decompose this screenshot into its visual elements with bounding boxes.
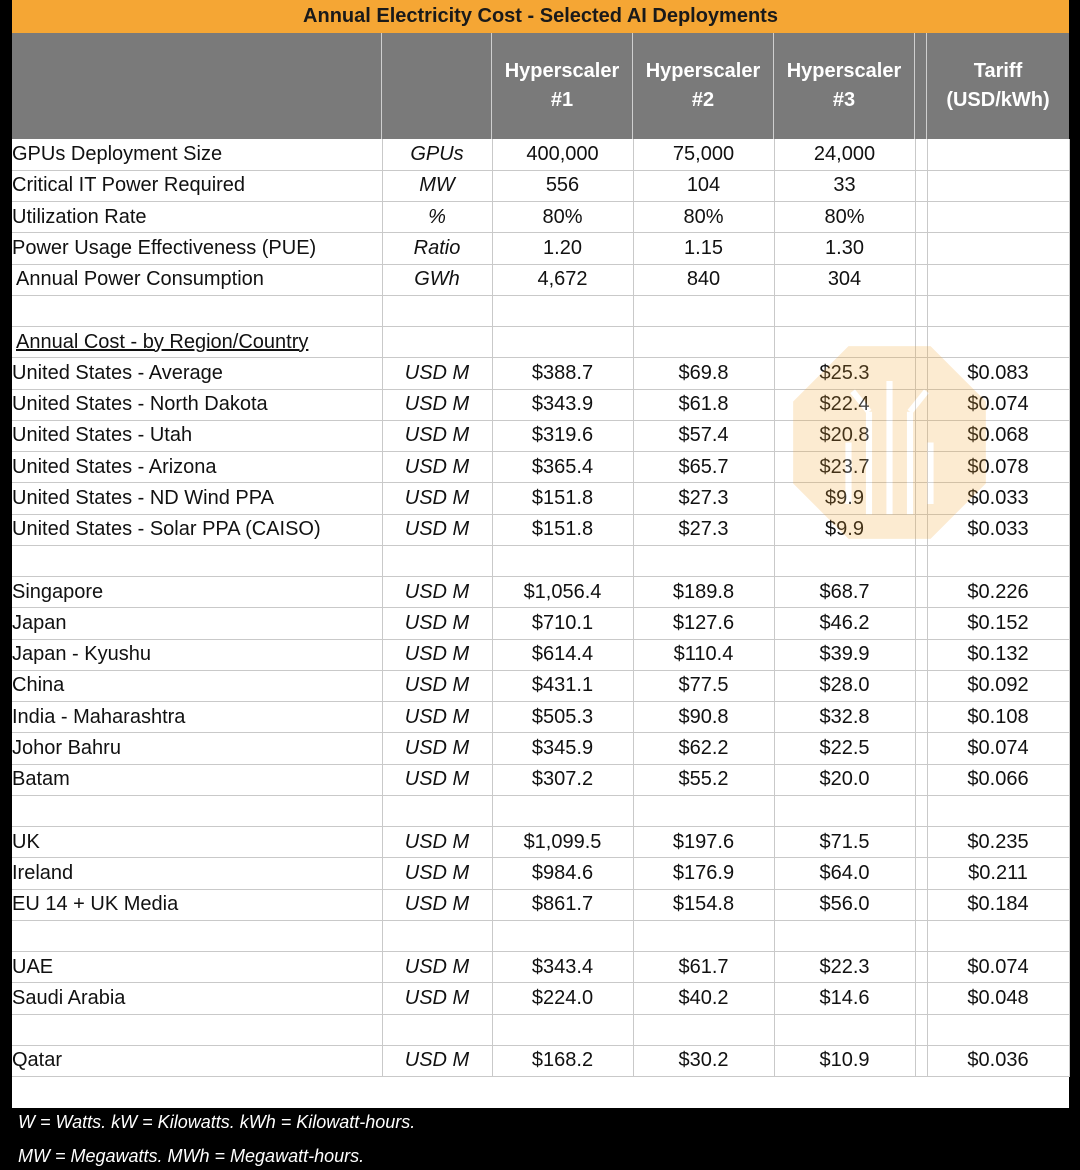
- row-value-hyperscaler-2: [633, 295, 774, 326]
- header-hyperscaler-1: Hyperscaler #1: [492, 33, 633, 139]
- row-gap-cell: [915, 639, 927, 670]
- row-value-hyperscaler-2: $90.8: [633, 702, 774, 733]
- row-value-hyperscaler-2: $55.2: [633, 764, 774, 795]
- row-label: [12, 920, 382, 951]
- header-label-cell: [12, 33, 382, 139]
- row-value-hyperscaler-2: 80%: [633, 202, 774, 233]
- row-label: EU 14 + UK Media: [12, 889, 382, 920]
- row-value-tariff: $0.033: [927, 483, 1069, 514]
- row-label: United States - Solar PPA (CAISO): [12, 514, 382, 545]
- table-row: [12, 639, 1069, 670]
- row-value-hyperscaler-2: [633, 327, 774, 358]
- table-frame: [12, 0, 1069, 1170]
- table-row: [12, 139, 1069, 170]
- row-label: Japan - Kyushu: [12, 639, 382, 670]
- row-unit: GPUs: [382, 139, 492, 170]
- row-value-tariff: $0.132: [927, 639, 1069, 670]
- row-value-hyperscaler-3: 304: [774, 264, 915, 295]
- row-gap-cell: [915, 983, 927, 1014]
- table-row: [12, 702, 1069, 733]
- row-unit: MW: [382, 170, 492, 201]
- row-value-tariff: $0.226: [927, 577, 1069, 608]
- row-value-hyperscaler-3: $46.2: [774, 608, 915, 639]
- row-value-hyperscaler-3: [774, 545, 915, 576]
- row-gap-cell: [915, 483, 927, 514]
- row-gap-cell: [915, 889, 927, 920]
- row-label: [12, 1014, 382, 1045]
- row-value-hyperscaler-2: $189.8: [633, 577, 774, 608]
- row-value-tariff: [927, 327, 1069, 358]
- row-unit: [382, 295, 492, 326]
- row-gap-cell: [915, 358, 927, 389]
- table-row: [12, 577, 1069, 608]
- row-gap-cell: [915, 295, 927, 326]
- row-label: India - Maharashtra: [12, 702, 382, 733]
- row-value-hyperscaler-2: $40.2: [633, 983, 774, 1014]
- row-value-tariff: $0.066: [927, 764, 1069, 795]
- row-unit: USD M: [382, 702, 492, 733]
- row-value-hyperscaler-1: $614.4: [492, 639, 633, 670]
- row-value-tariff: [927, 1014, 1069, 1045]
- row-unit: USD M: [382, 983, 492, 1014]
- row-gap-cell: [915, 170, 927, 201]
- footnote-units-2: MW = Megawatts. MWh = Megawatt-hours.: [18, 1146, 365, 1166]
- row-unit: GWh: [382, 264, 492, 295]
- row-value-hyperscaler-3: $56.0: [774, 889, 915, 920]
- row-unit: [382, 795, 492, 826]
- row-value-hyperscaler-3: $14.6: [774, 983, 915, 1014]
- row-value-hyperscaler-1: [492, 327, 633, 358]
- row-unit: [382, 1014, 492, 1045]
- row-value-hyperscaler-3: $32.8: [774, 702, 915, 733]
- row-value-tariff: [927, 170, 1069, 201]
- row-label: China: [12, 670, 382, 701]
- row-value-tariff: $0.068: [927, 420, 1069, 451]
- table-row: [12, 264, 1069, 295]
- row-value-hyperscaler-1: $151.8: [492, 483, 633, 514]
- row-value-hyperscaler-2: 104: [633, 170, 774, 201]
- row-value-hyperscaler-2: $61.7: [633, 952, 774, 983]
- row-value-hyperscaler-3: [774, 1014, 915, 1045]
- row-value-hyperscaler-3: 24,000: [774, 139, 915, 170]
- row-value-hyperscaler-3: $68.7: [774, 577, 915, 608]
- row-value-hyperscaler-3: 33: [774, 170, 915, 201]
- row-label: UK: [12, 827, 382, 858]
- row-gap-cell: [915, 452, 927, 483]
- row-gap-cell: [915, 1014, 927, 1045]
- row-value-hyperscaler-2: $154.8: [633, 889, 774, 920]
- row-label: Power Usage Effectiveness (PUE): [12, 233, 382, 264]
- row-value-tariff: $0.152: [927, 608, 1069, 639]
- row-value-tariff: $0.083: [927, 358, 1069, 389]
- row-label: United States - Utah: [12, 420, 382, 451]
- row-value-tariff: $0.033: [927, 514, 1069, 545]
- row-value-hyperscaler-3: 1.30: [774, 233, 915, 264]
- row-label: United States - Average: [12, 358, 382, 389]
- row-value-tariff: $0.036: [927, 1045, 1069, 1076]
- row-unit: USD M: [382, 1045, 492, 1076]
- row-unit: USD M: [382, 733, 492, 764]
- row-value-tariff: [927, 264, 1069, 295]
- spacer-row: [12, 1014, 1069, 1045]
- row-value-hyperscaler-2: [633, 1014, 774, 1045]
- row-value-hyperscaler-1: $1,056.4: [492, 577, 633, 608]
- row-value-hyperscaler-1: $319.6: [492, 420, 633, 451]
- table-row: [12, 764, 1069, 795]
- row-value-hyperscaler-1: $431.1: [492, 670, 633, 701]
- table-row: [12, 327, 1069, 358]
- row-gap-cell: [915, 514, 927, 545]
- table-row: [12, 233, 1069, 264]
- row-value-hyperscaler-2: $176.9: [633, 858, 774, 889]
- row-value-hyperscaler-2: $27.3: [633, 514, 774, 545]
- row-value-hyperscaler-1: $1,099.5: [492, 827, 633, 858]
- row-value-hyperscaler-3: $10.9: [774, 1045, 915, 1076]
- row-value-hyperscaler-1: $307.2: [492, 764, 633, 795]
- row-gap-cell: [915, 670, 927, 701]
- row-value-hyperscaler-3: $9.9: [774, 483, 915, 514]
- row-gap-cell: [915, 1045, 927, 1076]
- row-value-hyperscaler-1: $224.0: [492, 983, 633, 1014]
- row-label: Annual Cost - by Region/Country: [12, 327, 382, 358]
- row-value-tariff: $0.074: [927, 389, 1069, 420]
- row-label: Singapore: [12, 577, 382, 608]
- row-value-hyperscaler-1: 4,672: [492, 264, 633, 295]
- row-value-hyperscaler-2: 1.15: [633, 233, 774, 264]
- row-unit: USD M: [382, 827, 492, 858]
- row-value-hyperscaler-2: $197.6: [633, 827, 774, 858]
- row-label: Ireland: [12, 858, 382, 889]
- row-value-tariff: $0.235: [927, 827, 1069, 858]
- row-value-hyperscaler-2: [633, 795, 774, 826]
- table-row: [12, 1045, 1069, 1076]
- row-gap-cell: [915, 858, 927, 889]
- row-value-hyperscaler-2: $30.2: [633, 1045, 774, 1076]
- row-value-hyperscaler-2: $61.8: [633, 389, 774, 420]
- spacer-row: [12, 795, 1069, 826]
- row-label: Utilization Rate: [12, 202, 382, 233]
- row-value-tariff: [927, 233, 1069, 264]
- row-gap-cell: [915, 702, 927, 733]
- row-value-hyperscaler-1: 1.20: [492, 233, 633, 264]
- footnote-units-1: W = Watts. kW = Kilowatts. kWh = Kilowatt-hours.: [18, 1112, 416, 1132]
- row-value-hyperscaler-3: $71.5: [774, 827, 915, 858]
- row-value-tariff: [927, 295, 1069, 326]
- row-value-hyperscaler-1: $710.1: [492, 608, 633, 639]
- spacer-row: [12, 545, 1069, 576]
- row-unit: USD M: [382, 420, 492, 451]
- row-unit: USD M: [382, 608, 492, 639]
- row-value-hyperscaler-1: $151.8: [492, 514, 633, 545]
- header-hyperscaler-3: Hyperscaler #3: [774, 33, 915, 139]
- row-unit: Ratio: [382, 233, 492, 264]
- row-unit: [382, 545, 492, 576]
- row-value-hyperscaler-2: 840: [633, 264, 774, 295]
- row-label: Saudi Arabia: [12, 983, 382, 1014]
- row-label: Critical IT Power Required: [12, 170, 382, 201]
- spacer-row: [12, 295, 1069, 326]
- table-row: [12, 420, 1069, 451]
- row-value-hyperscaler-1: 400,000: [492, 139, 633, 170]
- row-value-tariff: [927, 202, 1069, 233]
- row-value-tariff: $0.108: [927, 702, 1069, 733]
- row-label: Japan: [12, 608, 382, 639]
- row-value-hyperscaler-1: $505.3: [492, 702, 633, 733]
- row-gap-cell: [915, 202, 927, 233]
- row-value-tariff: $0.074: [927, 952, 1069, 983]
- row-value-hyperscaler-2: $27.3: [633, 483, 774, 514]
- table-row: [12, 358, 1069, 389]
- row-value-hyperscaler-2: $127.6: [633, 608, 774, 639]
- row-value-tariff: [927, 795, 1069, 826]
- row-gap-cell: [915, 545, 927, 576]
- row-gap-cell: [915, 608, 927, 639]
- row-value-hyperscaler-2: $77.5: [633, 670, 774, 701]
- row-unit: USD M: [382, 889, 492, 920]
- row-gap-cell: [915, 920, 927, 951]
- row-value-tariff: $0.092: [927, 670, 1069, 701]
- row-label: GPUs Deployment Size: [12, 139, 382, 170]
- header-unit-cell: [382, 33, 492, 139]
- row-unit: USD M: [382, 483, 492, 514]
- table-row: [12, 452, 1069, 483]
- row-unit: %: [382, 202, 492, 233]
- table-row: [12, 983, 1069, 1014]
- cost-table: [12, 139, 1070, 1077]
- row-value-hyperscaler-3: $28.0: [774, 670, 915, 701]
- row-label: [12, 795, 382, 826]
- header-hyperscaler-2: Hyperscaler #2: [633, 33, 774, 139]
- row-label: United States - ND Wind PPA: [12, 483, 382, 514]
- row-value-hyperscaler-1: $343.9: [492, 389, 633, 420]
- row-value-hyperscaler-3: [774, 295, 915, 326]
- row-value-hyperscaler-3: $20.0: [774, 764, 915, 795]
- row-gap-cell: [915, 764, 927, 795]
- row-gap-cell: [915, 827, 927, 858]
- row-value-hyperscaler-3: $64.0: [774, 858, 915, 889]
- row-unit: USD M: [382, 452, 492, 483]
- table-row: [12, 889, 1069, 920]
- table-row: [12, 483, 1069, 514]
- table-row: [12, 858, 1069, 889]
- row-gap-cell: [915, 139, 927, 170]
- row-value-hyperscaler-1: [492, 295, 633, 326]
- row-value-tariff: [927, 920, 1069, 951]
- row-value-tariff: $0.184: [927, 889, 1069, 920]
- row-value-hyperscaler-1: $343.4: [492, 952, 633, 983]
- row-value-tariff: [927, 139, 1069, 170]
- row-value-hyperscaler-1: 80%: [492, 202, 633, 233]
- row-label: United States - North Dakota: [12, 389, 382, 420]
- row-value-hyperscaler-2: [633, 920, 774, 951]
- row-value-hyperscaler-1: $168.2: [492, 1045, 633, 1076]
- row-value-hyperscaler-2: $65.7: [633, 452, 774, 483]
- row-value-hyperscaler-3: $39.9: [774, 639, 915, 670]
- row-unit: USD M: [382, 639, 492, 670]
- table-row: [12, 202, 1069, 233]
- row-unit: USD M: [382, 764, 492, 795]
- row-value-hyperscaler-1: $388.7: [492, 358, 633, 389]
- row-gap-cell: [915, 327, 927, 358]
- row-value-hyperscaler-2: $110.4: [633, 639, 774, 670]
- row-unit: USD M: [382, 514, 492, 545]
- table-row: [12, 170, 1069, 201]
- row-gap-cell: [915, 420, 927, 451]
- row-gap-cell: [915, 577, 927, 608]
- row-label: UAE: [12, 952, 382, 983]
- row-value-hyperscaler-3: $25.3: [774, 358, 915, 389]
- row-unit: [382, 920, 492, 951]
- row-value-hyperscaler-2: $62.2: [633, 733, 774, 764]
- row-unit: USD M: [382, 358, 492, 389]
- row-value-hyperscaler-2: [633, 545, 774, 576]
- row-value-hyperscaler-3: [774, 920, 915, 951]
- row-value-tariff: $0.074: [927, 733, 1069, 764]
- row-unit: [382, 327, 492, 358]
- row-value-hyperscaler-1: [492, 795, 633, 826]
- row-unit: USD M: [382, 389, 492, 420]
- row-gap-cell: [915, 264, 927, 295]
- row-gap-cell: [915, 389, 927, 420]
- row-label: Annual Power Consumption: [12, 264, 382, 295]
- row-value-hyperscaler-2: 75,000: [633, 139, 774, 170]
- row-gap-cell: [915, 733, 927, 764]
- row-value-hyperscaler-3: 80%: [774, 202, 915, 233]
- spacer-row: [12, 920, 1069, 951]
- row-label: Batam: [12, 764, 382, 795]
- row-label: [12, 295, 382, 326]
- row-value-tariff: [927, 545, 1069, 576]
- row-label: Qatar: [12, 1045, 382, 1076]
- row-value-hyperscaler-1: $861.7: [492, 889, 633, 920]
- header-tariff: Tariff (USD/kWh): [927, 33, 1069, 139]
- row-value-hyperscaler-3: $23.7: [774, 452, 915, 483]
- row-label: Johor Bahru: [12, 733, 382, 764]
- table-row: [12, 514, 1069, 545]
- row-unit: USD M: [382, 577, 492, 608]
- row-unit: USD M: [382, 952, 492, 983]
- row-value-hyperscaler-1: [492, 545, 633, 576]
- row-value-hyperscaler-3: $22.5: [774, 733, 915, 764]
- table-row: [12, 733, 1069, 764]
- table-row: [12, 827, 1069, 858]
- row-value-hyperscaler-3: $22.3: [774, 952, 915, 983]
- row-value-hyperscaler-1: [492, 1014, 633, 1045]
- table-row: [12, 952, 1069, 983]
- table-body: [12, 139, 1069, 1108]
- row-unit: USD M: [382, 670, 492, 701]
- row-value-tariff: $0.211: [927, 858, 1069, 889]
- row-value-hyperscaler-1: 556: [492, 170, 633, 201]
- row-value-hyperscaler-3: $9.9: [774, 514, 915, 545]
- table-row: [12, 608, 1069, 639]
- row-gap-cell: [915, 952, 927, 983]
- row-value-tariff: $0.078: [927, 452, 1069, 483]
- row-value-hyperscaler-2: $57.4: [633, 420, 774, 451]
- table-row: [12, 670, 1069, 701]
- header-gap-cell: [915, 33, 927, 139]
- row-label: [12, 545, 382, 576]
- row-value-hyperscaler-1: [492, 920, 633, 951]
- row-gap-cell: [915, 233, 927, 264]
- table-title: Annual Electricity Cost - Selected AI Deployments: [12, 0, 1069, 33]
- row-value-hyperscaler-3: $22.4: [774, 389, 915, 420]
- row-value-hyperscaler-3: $20.8: [774, 420, 915, 451]
- row-value-tariff: $0.048: [927, 983, 1069, 1014]
- row-value-hyperscaler-2: $69.8: [633, 358, 774, 389]
- table-row: [12, 389, 1069, 420]
- row-label: United States - Arizona: [12, 452, 382, 483]
- row-value-hyperscaler-3: [774, 327, 915, 358]
- row-value-hyperscaler-3: [774, 795, 915, 826]
- row-unit: USD M: [382, 858, 492, 889]
- row-gap-cell: [915, 795, 927, 826]
- row-value-hyperscaler-1: $984.6: [492, 858, 633, 889]
- row-value-hyperscaler-1: $345.9: [492, 733, 633, 764]
- row-value-hyperscaler-1: $365.4: [492, 452, 633, 483]
